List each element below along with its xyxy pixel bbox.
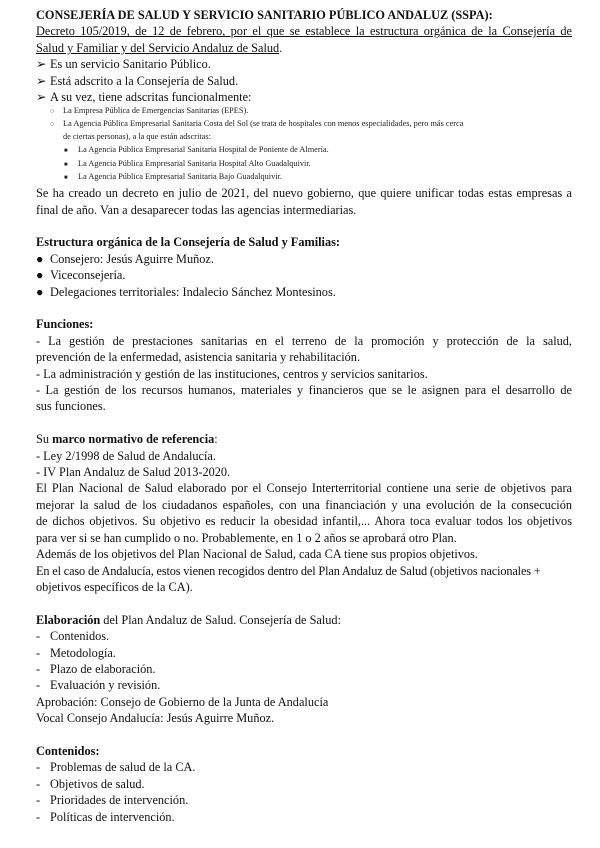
estructura-item-text: Delegaciones territoriales: Indalecio Sánchez Montesinos. [50,284,336,299]
document-page [36,7,572,825]
square-bullet-icon: ■ [64,147,68,154]
marco-paragraph-line: para ver si se han cumplido o no. Probablemente, en 1 o 2 años se aprobará otro Plan. [36,530,457,545]
spacer [36,300,572,316]
marco-paragraph-line: En el caso de Andalucía, estos vienen recogidos dentro del Plan Andaluz de Salud (objetivos nacionales + [36,563,541,578]
arrow-item [36,56,572,72]
adscrita-subitem-text: La Agencia Pública Empresarial Sanitaria Hospital Alto Guadalquivir. [78,158,311,168]
dash-bullet: - [36,645,41,660]
circle-bullet-icon: ○ [50,120,55,129]
decreto-2021-line-1: Se ha creado un decreto en julio de 2021, del nuevo gobierno, que quiere unificar todas estas empresas a [36,186,572,201]
arrow-item-text: Está adscrito a la Consejería de Salud. [50,73,239,88]
dash-bullet: - [36,793,41,808]
spacer [36,595,572,611]
funciones-line: - La gestión de prestaciones sanitarias en el terreno de la promoción y protección de la salud, [36,333,572,348]
arrow-item [36,73,572,89]
vocal-line: Vocal Consejo Andalucía: Jesús Aguirre Muñoz. [36,711,275,726]
dash-bullet: - [36,776,41,791]
dash-bullet: - [36,661,41,676]
arrow-item-text: A su vez, tiene adscritas funcionalmente: [50,90,252,105]
spacer [36,727,572,743]
elaboracion-item [36,628,572,644]
decreto-2021-line-2: final de año. Van a desaparecer todas las agencias intermediarias. [36,202,357,217]
marco-suffix: : [214,432,218,447]
section-heading-contenidos [36,743,572,759]
estructura-item-text: Consejero: Jesús Aguirre Muñoz. [50,251,214,266]
dash-bullet: - [36,760,41,775]
dash-bullet: - [36,809,41,824]
section-heading-funciones [36,316,572,332]
section-heading-estructura-text: Estructura orgánica de la Consejería de Salud y Familias: [36,235,340,250]
page-title: CONSEJERÍA DE SALUD Y SERVICIO SANITARIO PÚBLICO ANDALUZ (SSPA): [36,8,493,22]
elaboracion-item-text: Contenidos. [50,629,110,644]
adscrita-subitem [36,158,572,172]
marco-line: - IV Plan Andaluz de Salud 2013-2020. [36,465,231,480]
arrow-bullet-icon: ➢ [36,57,47,72]
dot-bullet-icon: ● [36,284,44,299]
adscrita-subitem-text: La Agencia Pública Empresarial Sanitaria Hospital de Poniente de Almería. [78,144,329,154]
arrow-item-text: Es un servicio Sanitario Público. [50,57,211,72]
contenidos-item-text: Objetivos de salud. [50,776,145,791]
marco-paragraph-line: El Plan Nacional de Salud elaborado por el Consejo Interterritorial contiene una serie de objetivos para [36,481,572,496]
adscrita-subitem [36,144,572,158]
contenidos-item [36,792,572,808]
dash-bullet: - [36,629,41,644]
adscrita-item-text: La Agencia Pública Empresarial Sanitaria Costa del Sol (se trata de hospitales con menos especialidades, pero más cerca [63,119,464,129]
funciones-line: - La administración y gestión de las instituciones, centros y servicios sanitarios. [36,366,428,381]
decree-line-2-text: Salud y Familiar y del Servicio Andaluz de Salud [36,40,280,55]
dot-bullet-icon: ● [36,268,44,283]
marco-line: - Ley 2/1998 de Salud de Andalucía. [36,448,216,463]
dot-bullet-icon: ● [36,251,44,266]
contenidos-item [36,809,572,825]
spacer [36,218,572,234]
arrow-bullet-icon: ➢ [36,73,47,88]
circle-bullet-icon: ○ [50,107,55,116]
marco-heading [36,431,572,447]
spacer [36,415,572,431]
estructura-item [36,251,572,267]
section-heading-funciones-text: Funciones: [36,317,94,332]
elaboracion-item-text: Metodología. [50,645,116,660]
section-heading-contenidos-text: Contenidos: [36,743,100,758]
elaboracion-item [36,661,572,677]
elaboracion-item-text: Evaluación y revisión. [50,678,161,693]
elaboracion-item [36,645,572,661]
adscrita-subitem-text: La Agencia Pública Empresarial Sanitaria Bajo Guadalquivir. [78,172,282,182]
funciones-line: prevención de la enfermedad, asistencia sanitaria y rehabilitación. [36,350,361,365]
adscrita-item [36,118,572,131]
elaboracion-item [36,677,572,693]
marco-bold: marco normativo de referencia [52,432,215,447]
elaboracion-rest: del Plan Andaluz de Salud. Consejería de Salud: [100,612,342,627]
square-bullet-icon: ■ [64,161,68,168]
elaboracion-bold: Elaboración [36,612,101,627]
adscrita-item-continuation: de ciertas personas), a la que están adscritas: [63,132,211,142]
funciones-line: - La gestión de los recursos humanos, materiales y financieros que se le asignen para el desarrollo de [36,383,572,398]
contenidos-item [36,759,572,775]
estructura-item-text: Viceconsejería. [50,268,126,283]
marco-paragraph-line: Además de los objetivos del Plan Nacional de Salud, cada CA tiene sus propios objetivos. [36,547,478,562]
aprobacion-line: Aprobación: Consejo de Gobierno de la Junta de Andalucía [36,694,329,709]
decree-end: . [279,40,283,55]
elaboracion-item-text: Plazo de elaboración. [50,661,156,676]
marco-paragraph-line: mejorar la salud de los ciudadanos españoles, con una financiación y una evolución de la consecución [36,497,572,512]
contenidos-item [36,776,572,792]
elaboracion-heading [36,612,572,628]
estructura-item [36,267,572,283]
decree-line-1: Decreto 105/2019, de 12 de febrero, por el que se establece la estructura orgánica de la Consejería de [36,24,572,39]
estructura-item [36,284,572,300]
section-heading-estructura [36,234,572,250]
square-bullet-icon: ■ [64,175,68,182]
decree-line-2 [36,40,572,56]
dash-bullet: - [36,678,41,693]
funciones-line: sus funciones. [36,399,106,414]
marco-prefix: Su [36,432,53,447]
arrow-item [36,89,572,105]
contenidos-item-text: Políticas de intervención. [50,809,175,824]
adscrita-item-text: La Empresa Pública de Emergencias Sanitarias (EPES). [63,106,249,116]
marco-paragraph-line: objetivos específicos de la CA). [36,579,193,594]
contenidos-item-text: Prioridades de intervención. [50,793,189,808]
marco-paragraph-line: de dichos objetivos. Su objetivo es reducir la obesidad infantil,... Ahora toca evaluar todos los objetivos [36,514,572,529]
adscrita-item [36,105,572,118]
contenidos-item-text: Problemas de salud de la CA. [50,760,196,775]
adscrita-subitem [36,171,572,185]
arrow-bullet-icon: ➢ [36,90,47,105]
